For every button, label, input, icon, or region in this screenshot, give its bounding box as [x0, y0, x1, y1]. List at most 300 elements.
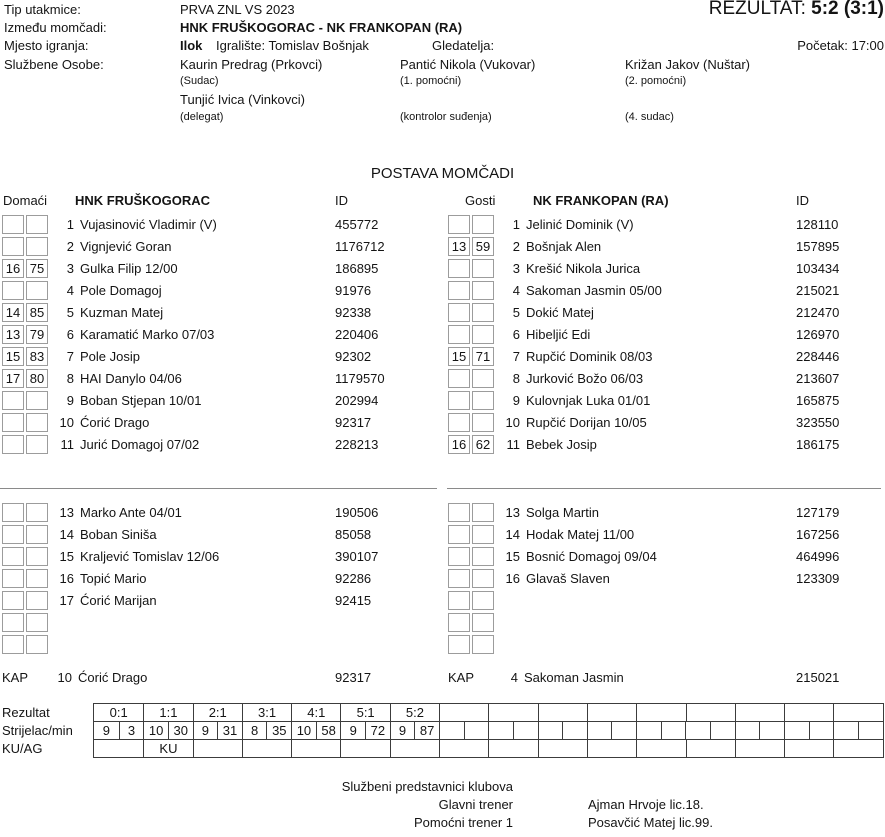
player-id: 123309 — [796, 570, 840, 586]
player-id: 186895 — [335, 260, 379, 276]
referee-name: Kaurin Predrag (Prkovci) — [180, 57, 323, 72]
player-number: 9 — [66, 392, 74, 408]
sub-player-box: 13 — [448, 237, 470, 256]
scorer-cell — [833, 722, 858, 739]
away-captain-name: Sakoman Jasmin — [524, 669, 624, 685]
player-number: 3 — [66, 260, 74, 276]
away-captain-row — [447, 666, 883, 688]
player-number: 11 — [60, 436, 74, 452]
sub-player-box — [2, 503, 24, 522]
player-name: HAI Danylo 04/06 — [80, 370, 182, 386]
player-id: 190506 — [335, 504, 379, 520]
sub-player-box — [448, 613, 470, 632]
sub-player-box — [448, 591, 470, 610]
sub-player-box — [2, 281, 24, 300]
sub-player-box — [448, 635, 470, 654]
minute-cell — [611, 722, 636, 739]
results-row-label: Rezultat — [2, 705, 50, 720]
player-row — [447, 235, 883, 257]
kuag-cell — [390, 740, 439, 757]
player-number: 1 — [66, 216, 74, 232]
scorer-cell — [784, 722, 809, 739]
sub-player-box — [448, 215, 470, 234]
club-representatives-title: Službeni predstavnici klubova — [341, 779, 513, 794]
player-row — [0, 501, 440, 523]
scorer-cell: 9 — [390, 722, 415, 739]
kuag-cell — [587, 740, 636, 757]
kuag-cell — [833, 740, 882, 757]
player-id: 157895 — [796, 238, 840, 254]
player-row — [447, 411, 883, 433]
player-row — [447, 633, 883, 655]
player-number: 4 — [66, 282, 74, 298]
player-name: Topić Mario — [80, 570, 147, 586]
player-row — [0, 367, 440, 389]
sub-minute-box — [26, 413, 48, 432]
player-name: Jurković Božo 06/03 — [526, 370, 644, 386]
assistant-coach-name: Posavčić Matej lic.99. — [588, 815, 713, 830]
player-name: Kulovnjak Luka 01/01 — [526, 392, 651, 408]
controller-role: (kontrolor suđenja) — [400, 111, 492, 123]
player-name: Krešić Nikola Jurica — [526, 260, 641, 276]
sub-minute-box — [472, 259, 494, 278]
player-number: 6 — [66, 326, 74, 342]
scorer-cell: 9 — [102, 723, 110, 738]
player-id: 228213 — [335, 436, 379, 452]
sub-minute-box — [472, 569, 494, 588]
player-row — [0, 389, 440, 411]
home-side-label: Domaći — [3, 193, 48, 208]
sub-player-box — [2, 547, 24, 566]
home-kap-label: KAP — [2, 669, 29, 685]
player-number: 13 — [505, 504, 520, 520]
spectators-label: Gledatelja: — [432, 38, 495, 53]
player-number: 11 — [506, 436, 520, 452]
sub-player-box — [2, 613, 24, 632]
player-number: 7 — [66, 348, 74, 364]
sub-minute-box — [472, 413, 494, 432]
player-row — [0, 633, 440, 655]
player-row — [447, 523, 883, 545]
player-row — [0, 433, 440, 455]
player-id: 91976 — [335, 282, 372, 298]
sub-player-box — [2, 215, 24, 234]
minute-cell: 30 — [168, 722, 193, 739]
player-id: 92338 — [335, 304, 372, 320]
sub-player-box: 15 — [2, 347, 24, 366]
kuag-cell — [94, 740, 143, 757]
sub-player-box — [448, 391, 470, 410]
player-row — [447, 611, 883, 633]
sub-player-box — [448, 325, 470, 344]
player-id: 92415 — [335, 592, 372, 608]
player-row — [447, 301, 883, 323]
sub-minute-box — [26, 435, 48, 454]
away-kap-label: KAP — [448, 669, 475, 685]
player-name: Kraljević Tomislav 12/06 — [80, 548, 220, 564]
sub-minute-box — [472, 215, 494, 234]
score-cell — [587, 704, 636, 721]
match-type-value: PRVA ZNL VS 2023 — [180, 2, 295, 17]
home-starters — [0, 213, 440, 455]
player-row — [447, 389, 883, 411]
sub-minute-box: 83 — [26, 347, 48, 366]
teams-label: Između momčadi: — [4, 20, 107, 35]
player-name: Ćorić Marijan — [80, 592, 157, 608]
player-id: 464996 — [796, 548, 840, 564]
player-name: Jurić Domagoj 07/02 — [80, 436, 200, 452]
sub-minute-box — [26, 391, 48, 410]
player-number: 3 — [512, 260, 520, 276]
away-id-header: ID — [796, 193, 809, 208]
kuag-cell — [538, 740, 587, 757]
player-name: Bosnić Domagoj 09/04 — [526, 548, 657, 564]
sub-minute-box — [26, 503, 48, 522]
sub-minute-box: 80 — [26, 369, 48, 388]
player-row — [447, 345, 883, 367]
player-name: Hodak Matej 11/00 — [526, 526, 635, 542]
away-captain-id: 215021 — [796, 669, 840, 685]
player-row — [447, 501, 883, 523]
player-name: Marko Ante 04/01 — [80, 504, 182, 520]
away-roster — [447, 193, 883, 685]
sub-player-box: 15 — [448, 347, 470, 366]
sub-player-box — [448, 413, 470, 432]
player-name: Dokić Matej — [526, 304, 594, 320]
player-name: Bošnjak Alen — [526, 238, 602, 254]
player-name: Pole Josip — [80, 348, 140, 364]
player-number: 9 — [512, 392, 520, 408]
scorer-cell — [685, 722, 710, 739]
player-name: Vignjević Goran — [80, 238, 172, 254]
player-number: 15 — [59, 548, 74, 564]
sub-minute-box: 75 — [26, 259, 48, 278]
player-row — [0, 589, 440, 611]
sub-player-box — [448, 503, 470, 522]
score-cell — [488, 704, 537, 721]
player-name: Bebek Josip — [526, 436, 597, 452]
player-id: 455772 — [335, 216, 379, 232]
sub-player-box — [2, 591, 24, 610]
player-row — [0, 323, 440, 345]
result-line — [709, 0, 884, 20]
minute-cell: 58 — [316, 722, 341, 739]
minute-cell: 31 — [217, 722, 242, 739]
player-number: 1 — [512, 216, 520, 232]
minute-cell: 72 — [365, 722, 390, 739]
player-id: 92317 — [335, 414, 372, 430]
player-id: 1176712 — [335, 238, 385, 254]
venue-city: Ilok — [180, 38, 203, 53]
kuag-cell — [291, 740, 340, 757]
player-number: 8 — [512, 370, 520, 386]
sub-player-box — [2, 525, 24, 544]
player-name: Karamatić Marko 07/03 — [80, 326, 215, 342]
sub-player-box: 13 — [2, 325, 24, 344]
scorer-cell — [488, 722, 513, 739]
sub-player-box: 16 — [2, 259, 24, 278]
referee-role: (Sudac) — [180, 75, 219, 87]
officials-label: Službene Osobe: — [4, 57, 104, 72]
kuag-row-label: KU/AG — [2, 741, 43, 756]
scorer-cell — [636, 722, 661, 739]
player-id: 85058 — [335, 526, 372, 542]
home-roster-header — [0, 193, 440, 213]
scorer-cell: 10 — [143, 722, 168, 739]
player-number: 10 — [59, 414, 74, 430]
player-row — [447, 589, 883, 611]
kuag-cell — [636, 740, 685, 757]
sub-minute-box: 79 — [26, 325, 48, 344]
scorer-cell: 9 — [340, 722, 365, 739]
stadium-value: Igralište: Tomislav Bošnjak — [216, 38, 369, 53]
away-roster-header — [447, 193, 883, 213]
player-id: 165875 — [796, 392, 840, 408]
score-cell: 5:2 — [390, 704, 439, 721]
sub-minute-box — [472, 503, 494, 522]
player-number: 4 — [512, 282, 520, 298]
results-table — [93, 703, 884, 758]
kuag-cell — [686, 740, 735, 757]
scorer-cell — [735, 722, 760, 739]
player-number: 16 — [59, 570, 74, 586]
sub-player-box — [448, 547, 470, 566]
player-number: 14 — [59, 526, 74, 542]
score-cell — [686, 704, 735, 721]
player-number: 2 — [66, 238, 74, 254]
score-cell — [439, 704, 488, 721]
teams-value: HNK FRUŠKOGORAC - NK FRANKOPAN (RA) — [180, 20, 463, 35]
player-name: Solga Martin — [526, 504, 599, 520]
home-id-header: ID — [335, 193, 348, 208]
player-name: Glavaš Slaven — [526, 570, 610, 586]
player-number: 5 — [66, 304, 74, 320]
away-subs — [447, 501, 883, 655]
sub-minute-box — [472, 591, 494, 610]
home-captain-name: Ćorić Drago — [78, 669, 148, 685]
player-id: 128110 — [796, 216, 839, 232]
player-name: Jelinić Dominik (V) — [526, 216, 634, 232]
score-cell — [735, 704, 784, 721]
minute-cell — [858, 722, 883, 739]
sub-player-box — [2, 237, 24, 256]
score-cell: 3:1 — [242, 704, 291, 721]
sub-minute-box — [26, 613, 48, 632]
sub-minute-box — [472, 325, 494, 344]
away-captain-number: 4 — [510, 669, 518, 685]
sub-minute-box: 59 — [472, 237, 494, 256]
minute-cell — [710, 722, 735, 739]
score-row — [94, 704, 883, 721]
sub-player-box — [2, 435, 24, 454]
player-row — [0, 545, 440, 567]
player-row — [447, 367, 883, 389]
player-id: 167256 — [796, 526, 840, 542]
sub-player-box — [448, 525, 470, 544]
sub-player-box — [2, 391, 24, 410]
sub-player-box — [448, 303, 470, 322]
sub-minute-box — [472, 391, 494, 410]
scorer-cell: 9 — [193, 722, 218, 739]
sub-minute-box: 62 — [472, 435, 494, 454]
player-row — [0, 411, 440, 433]
sub-minute-box — [26, 237, 48, 256]
player-row — [447, 279, 883, 301]
player-id: 202994 — [335, 392, 379, 408]
player-name: Rupčić Dominik 08/03 — [526, 348, 653, 364]
sub-player-box: 17 — [2, 369, 24, 388]
kuag-cell — [340, 740, 389, 757]
minute-cell — [513, 722, 538, 739]
score-cell — [833, 704, 882, 721]
player-number: 6 — [512, 326, 520, 342]
minute-cell — [661, 722, 686, 739]
sub-player-box — [448, 569, 470, 588]
player-id: 213607 — [796, 370, 840, 386]
home-captain-number: 10 — [57, 669, 72, 685]
minute-cell: 87 — [414, 722, 439, 739]
scorer-cell — [587, 722, 612, 739]
kuag-cell — [193, 740, 242, 757]
player-id: 212470 — [796, 304, 840, 320]
venue-label: Mjesto igranja: — [4, 38, 89, 53]
player-number: 16 — [505, 570, 520, 586]
assistant2-role: (2. pomoćni) — [625, 75, 687, 87]
player-id: 228446 — [796, 348, 840, 364]
sub-minute-box — [26, 547, 48, 566]
minute-cell — [809, 722, 834, 739]
sub-player-box: 16 — [448, 435, 470, 454]
away-subs-separator — [447, 488, 881, 489]
score-cell — [636, 704, 685, 721]
away-side-label: Gosti — [465, 193, 496, 208]
result-label: REZULTAT: — [708, 0, 806, 19]
sub-minute-box — [472, 303, 494, 322]
player-row — [0, 257, 440, 279]
scorer-minute-row — [94, 721, 883, 739]
kuag-cell — [735, 740, 784, 757]
score-cell: 2:1 — [193, 704, 242, 721]
player-name: Boban Stjepan 10/01 — [80, 392, 202, 408]
minute-cell: 35 — [266, 722, 291, 739]
home-captain-row — [0, 666, 440, 688]
assistant2-name: Križan Jakov (Nuštar) — [625, 57, 750, 72]
scorer-cell: 8 — [242, 722, 267, 739]
assistant1-role: (1. pomoćni) — [400, 75, 462, 87]
minute-cell: 3 — [119, 722, 144, 739]
sub-player-box — [448, 259, 470, 278]
sub-minute-box — [26, 281, 48, 300]
head-coach-name: Ajman Hrvoje lic.18. — [588, 797, 704, 812]
sub-minute-box: 71 — [472, 347, 494, 366]
lineup-title: POSTAVA MOMČADI — [370, 165, 515, 182]
player-number: 2 — [512, 238, 520, 254]
player-id: 323550 — [796, 414, 840, 430]
player-id: 1179570 — [335, 370, 385, 386]
player-name: Kuzman Matej — [80, 304, 164, 320]
player-name: Rupčić Dorijan 10/05 — [526, 414, 647, 430]
sub-minute-box — [26, 215, 48, 234]
home-subs — [0, 501, 440, 655]
sub-minute-box — [472, 635, 494, 654]
player-name: Sakoman Jasmin 05/00 — [526, 282, 662, 298]
player-id: 186175 — [796, 436, 840, 452]
sub-minute-box — [472, 525, 494, 544]
minute-cell — [464, 722, 489, 739]
player-number: 5 — [512, 304, 520, 320]
sub-minute-box — [472, 547, 494, 566]
sub-player-box — [448, 281, 470, 300]
match-type-label: Tip utakmice: — [4, 2, 81, 17]
kuag-cell — [488, 740, 537, 757]
sub-player-box: 14 — [2, 303, 24, 322]
sub-player-box — [2, 635, 24, 654]
minute-cell — [759, 722, 784, 739]
head-coach-label: Glavni trener — [438, 797, 513, 812]
sub-player-box — [2, 413, 24, 432]
minute-cell — [562, 722, 587, 739]
score-cell: 1:1 — [143, 704, 192, 721]
player-id: 220406 — [335, 326, 379, 342]
sub-minute-box: 85 — [26, 303, 48, 322]
scorer-cell — [439, 722, 464, 739]
player-id: 92286 — [335, 570, 372, 586]
player-number: 8 — [66, 370, 74, 386]
player-row — [0, 611, 440, 633]
sub-minute-box — [26, 591, 48, 610]
player-row — [0, 213, 440, 235]
score-cell: 0:1 — [109, 705, 128, 720]
kuag-cell — [439, 740, 488, 757]
player-row — [447, 567, 883, 589]
kuag-row — [94, 739, 883, 757]
sub-player-box — [2, 569, 24, 588]
scorer-cell — [538, 722, 563, 739]
player-name: Pole Domagoj — [80, 282, 162, 298]
delegate-name: Tunjić Ivica (Vinkovci) — [180, 92, 305, 107]
kuag-cell — [242, 740, 291, 757]
player-name: Hibeljić Edi — [526, 326, 591, 342]
player-row — [447, 323, 883, 345]
sub-minute-box — [472, 613, 494, 632]
player-id: 126970 — [796, 326, 840, 342]
kuag-cell: KU — [143, 740, 192, 757]
assistant-coach-label: Pomoćni trener 1 — [414, 815, 513, 830]
player-row — [0, 301, 440, 323]
player-row — [0, 279, 440, 301]
player-id: 215021 — [796, 282, 840, 298]
player-name: Vujasinović Vladimir (V) — [80, 216, 217, 232]
player-row — [0, 567, 440, 589]
scorer-row-label: Strijelac/min — [2, 723, 73, 738]
player-id: 390107 — [335, 548, 379, 564]
sub-minute-box — [26, 635, 48, 654]
delegate-role: (delegat) — [180, 111, 224, 123]
away-team-name: NK FRANKOPAN (RA) — [533, 193, 669, 208]
player-name: Ćorić Drago — [80, 414, 150, 430]
away-starters — [447, 213, 883, 455]
sub-minute-box — [26, 525, 48, 544]
kickoff-time: Početak: 17:00 — [797, 38, 884, 53]
scorer-cell: 10 — [291, 722, 316, 739]
sub-player-box — [448, 369, 470, 388]
player-row — [0, 235, 440, 257]
score-cell: 4:1 — [291, 704, 340, 721]
player-row — [447, 213, 883, 235]
sub-minute-box — [472, 281, 494, 300]
player-row — [0, 345, 440, 367]
sub-minute-box — [472, 369, 494, 388]
